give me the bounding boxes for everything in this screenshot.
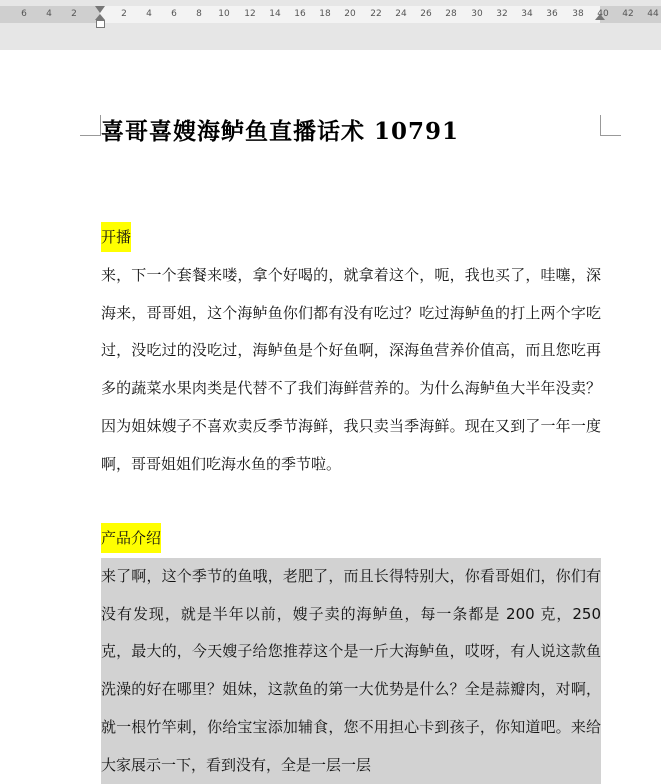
page-gap <box>0 30 661 50</box>
ruler-number: 32 <box>496 9 508 19</box>
section-body-kaibo: 来，下一个套餐来喽，拿个好喝的，就拿着这个，呃，我也买了，哇噻，深海来，哥哥姐，这个海鲈鱼你们都有没有吃过？吃过海鲈鱼的打上两个字吃过，没吃过的没吃过，海鲈鱼是个好鱼啊，深海鱼营养价值高，而且您吃再多的蔬菜水果肉类是代替不了我们海鲜营养的。为什么海鲈鱼大半年没卖？因为姐妹嫂子不喜欢卖反季节海鲜，我只卖当季海鲜。现在又到了一年一度啊，哥哥姐姐们吃海水鱼的季节啦。 <box>101 266 601 473</box>
ruler-number: 12 <box>244 9 256 19</box>
ruler-number: 8 <box>196 9 202 19</box>
right-indent-marker[interactable] <box>595 14 605 20</box>
ruler-number: 44 <box>647 9 659 19</box>
ruler-number: 16 <box>294 9 306 19</box>
horizontal-ruler[interactable] <box>0 0 661 30</box>
section-body-product: 来了啊，这个季节的鱼哦，老肥了，而且长得特别大，你看哥姐们，你们有没有发现，就是半年以前，嫂子卖的海鲈鱼，每一条都是 200 克，250 克，最大的，今天嫂子给您推荐这个是一斤大海鲈鱼，哎呀，有人说这款鱼洗澡的好在哪里？姐妹，这款鱼的第一大优势是什么？全是蒜瓣肉，对啊，就一根竹竿刺，你给宝宝添加辅食，您不用担心卡到孩子，你知道吧。来给大家展示一下，看到没有，全是一层一层 <box>101 558 601 784</box>
ruler-number: 4 <box>46 9 52 19</box>
ruler-number: 18 <box>319 9 331 19</box>
ruler-number: 10 <box>218 9 230 19</box>
crop-mark-top-left <box>80 115 101 136</box>
left-indent-marker[interactable] <box>96 20 105 28</box>
ruler-number: 4 <box>146 9 152 19</box>
ruler-number: 28 <box>445 9 457 19</box>
crop-mark-top-right <box>600 115 621 136</box>
ruler-number: 6 <box>171 9 177 19</box>
ruler-number: 42 <box>622 9 634 19</box>
ruler-number: 24 <box>395 9 407 19</box>
ruler-number: 36 <box>546 9 558 19</box>
document-title: 喜哥喜嫂海鲈鱼直播话术 10791 <box>101 118 460 145</box>
ruler-number: 20 <box>344 9 356 19</box>
ruler-number: 30 <box>471 9 483 19</box>
ruler-number: 40 <box>597 9 609 19</box>
ruler-number: 6 <box>21 9 27 19</box>
first-line-indent-marker[interactable] <box>95 6 105 13</box>
ruler-number: 34 <box>521 9 533 19</box>
section-heading-product: 产品介绍 <box>101 523 161 553</box>
ruler-number: 26 <box>420 9 432 19</box>
ruler-number: 2 <box>121 9 127 19</box>
ruler-number: 2 <box>71 9 77 19</box>
ruler-number: 14 <box>269 9 281 19</box>
section-heading-kaibo: 开播 <box>101 222 131 252</box>
document-page[interactable] <box>0 50 661 778</box>
ruler-number: 22 <box>370 9 382 19</box>
ruler-number: 38 <box>572 9 584 19</box>
